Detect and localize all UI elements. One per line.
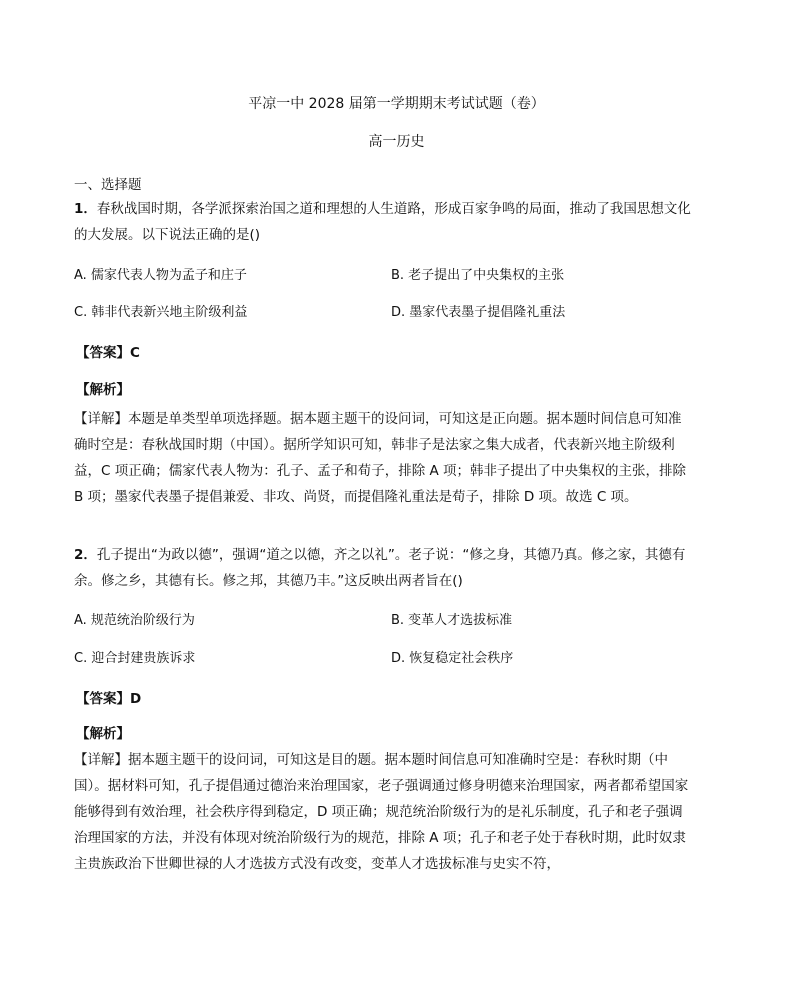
question-1-option-d: D. 墨家代表墨子提倡隆礼重法: [391, 305, 566, 320]
answer-value: D: [130, 691, 142, 707]
question-1-analysis-label: 【解析】: [76, 382, 130, 398]
question-2-text: 孔子提出“为政以德”，强调“道之以德，齐之以礼”。老子说：“修之身，其德乃真。修之家，其德有余。修之乡，其德有长。修之邦，其德乃丰。”这反映出两者旨在(): [74, 547, 686, 589]
question-2-number: 2．: [74, 547, 97, 563]
question-1-stem: [74, 196, 694, 248]
question-2-option-d: D. 恢复稳定社会秩序: [391, 651, 514, 666]
question-2-answer: [76, 689, 141, 709]
question-1-text: 春秋战国时期，各学派探索治国之道和理想的人生道路，形成百家争鸣的局面，推动了我国思想文化的大发展。以下说法正确的是(): [74, 201, 691, 243]
question-2-analysis-label: 【解析】: [76, 726, 130, 742]
question-2-option-b: B. 变革人才选拔标准: [391, 613, 513, 628]
question-2-option-a: A. 规范统治阶级行为: [74, 613, 195, 628]
section-heading: 一、选择题: [74, 177, 142, 193]
page-subtitle: 高一历史: [368, 134, 425, 150]
question-1-answer: [76, 343, 140, 363]
question-2-detail: 【详解】据本题主题干的设问词，可知这是目的题。据本题时间信息可知准确时空是：春秋时期（中国）。据材料可知，孔子提倡通过德治来治理国家，老子强调通过修身明德来治理国家，两者都希望国家能够得到有效治理，社会秩序得到稳定，D 项正确；规范统治阶级行为的是礼乐制度，孔子和老子强调治理国家的方法，并没有体现对统治阶级行为的规范，排除 A 项；孔子和老子处于春秋时期，此时奴隶主贵族政治下世卿世禄的人才选拔方式没有改变，变革人才选拔标准与史实不符，: [74, 752, 689, 872]
page-title: 平凉一中 2028 届第一学期期末考试试题（卷）: [248, 96, 545, 112]
question-1-option-b: B. 老子提出了中央集权的主张: [391, 268, 565, 283]
question-1-number: 1．: [74, 201, 97, 217]
answer-label: 【答案】: [76, 345, 130, 361]
answer-label: 【答案】: [76, 691, 130, 707]
question-1-option-c: C. 韩非代表新兴地主阶级利益: [74, 305, 248, 320]
question-1-option-a: A. 儒家代表人物为孟子和庄子: [74, 268, 247, 283]
answer-value: C: [130, 345, 140, 361]
question-1-detail: 【详解】本题是单类型单项选择题。据本题主题干的设问词，可知这是正向题。据本题时间信息可知准确时空是：春秋战国时期（中国）。据所学知识可知，韩非子是法家之集大成者，代表新兴地主阶级利益，C 项正确；儒家代表人物为：孔子、孟子和荀子，排除 A 项；韩非子提出了中央集权的主张，排除 B 项；墨家代表墨子提倡兼爱、非攻、尚贤，而提倡隆礼重法是荀子，排除 D 项。故选 C 项。: [74, 411, 687, 505]
question-2-stem: [74, 542, 694, 594]
question-2-option-c: C. 迎合封建贵族诉求: [74, 651, 196, 666]
